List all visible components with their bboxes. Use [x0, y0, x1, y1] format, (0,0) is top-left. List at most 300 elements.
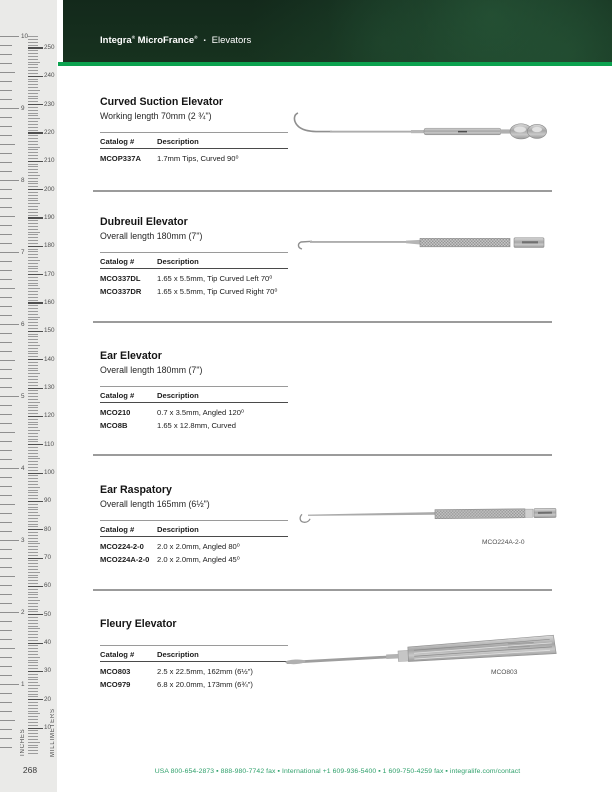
ruler-tick — [28, 470, 38, 471]
ruler-tick — [28, 583, 38, 584]
section-divider — [93, 454, 552, 456]
ruler-tick — [28, 580, 38, 581]
page-number: 268 — [22, 765, 38, 775]
ruler-tick — [28, 56, 38, 57]
separator-bullet-icon: ▪ — [203, 37, 206, 44]
ruler-tick — [0, 666, 12, 667]
catalog-number: MCOP337A — [100, 153, 141, 163]
ruler-tick — [28, 736, 38, 737]
ruler-tick — [0, 459, 12, 460]
table-row — [100, 269, 288, 283]
item-description: 6.8 x 20.0mm, 173mm (6¾") — [157, 680, 253, 689]
ruler-tick — [28, 328, 38, 329]
ruler-tick — [28, 481, 38, 482]
ruler-tick — [28, 617, 38, 618]
ruler-tick — [28, 274, 43, 275]
ruler-tick — [28, 152, 38, 153]
ruler-tick — [28, 447, 38, 448]
ruler-label: 9 — [21, 104, 25, 112]
ruler-tick — [28, 285, 38, 286]
ruler-label: 1 — [21, 680, 25, 688]
catalog-table — [100, 132, 288, 163]
item-description: 1.7mm Tips, Curved 90⁰ — [157, 153, 239, 163]
table-row — [100, 403, 288, 417]
table-row — [100, 537, 288, 551]
ruler-label: 3 — [21, 536, 25, 544]
ruler-tick — [28, 705, 38, 706]
ruler-tick — [28, 115, 38, 116]
section-fleury-elevator — [100, 618, 310, 689]
ruler-tick — [28, 101, 38, 102]
ruler-tick — [28, 725, 38, 726]
catalog-number: MCO337DL — [100, 273, 141, 283]
ruler-tick — [28, 314, 38, 315]
ruler-tick — [28, 237, 38, 238]
figure-caption: MCO224A-2-0 — [482, 539, 525, 546]
ruler-tick — [28, 87, 38, 88]
ruler-tick — [28, 294, 38, 295]
ruler-tick — [28, 297, 38, 298]
ruler-tick — [28, 402, 40, 403]
ruler-tick — [28, 249, 38, 250]
ruler-tick — [0, 162, 12, 163]
ruler-tick — [28, 407, 38, 408]
ruler-tick — [28, 456, 38, 457]
ruler-tick — [28, 342, 38, 343]
col-catalog: Catalog # — [100, 390, 135, 400]
ruler-tick — [28, 47, 43, 48]
ruler-tick — [28, 226, 38, 227]
ruler-tick — [28, 603, 38, 604]
ruler-tick — [0, 720, 15, 721]
section-title: Dubreuil Elevator — [100, 216, 188, 228]
ruler-tick — [0, 306, 12, 307]
ruler-tick — [28, 305, 38, 306]
ruler-tick — [28, 577, 38, 578]
ruler-tick — [28, 155, 38, 156]
ruler-tick — [28, 229, 38, 230]
registered-mark: ® — [194, 35, 198, 40]
figure-caption: MCO803 — [491, 669, 518, 676]
ruler-tick — [28, 685, 40, 686]
ruler-tick — [28, 118, 40, 119]
ruler-tick — [28, 181, 38, 182]
ruler-tick — [0, 90, 12, 91]
ruler-tick — [28, 232, 40, 233]
ruler-label: 120 — [44, 412, 55, 420]
ruler-tick — [0, 378, 12, 379]
ruler-tick — [0, 549, 12, 550]
ruler-tick — [28, 212, 38, 213]
catalog-table — [100, 520, 288, 564]
ruler-tick — [28, 90, 40, 91]
ruler-tick — [28, 390, 38, 391]
ruler-tick — [28, 376, 38, 377]
ruler-tick — [0, 360, 15, 361]
section-title: Ear Raspatory — [100, 484, 172, 496]
ruler-tick — [28, 260, 40, 261]
ruler-tick — [28, 433, 38, 434]
ruler-tick — [28, 336, 38, 337]
section-subtitle: Overall length 180mm (7") — [100, 231, 203, 241]
ruler-tick — [0, 504, 15, 505]
ruler-label: 40 — [44, 639, 52, 647]
ruler-label: 130 — [44, 384, 55, 391]
ruler-tick — [28, 558, 43, 559]
ruler-tick — [28, 53, 38, 54]
ruler-tick — [28, 589, 38, 590]
ruler-tick — [28, 526, 38, 527]
ruler-tick — [28, 81, 38, 82]
ruler-label: 10 — [21, 32, 29, 40]
ruler-tick — [0, 414, 12, 415]
ruler-tick — [28, 436, 38, 437]
ruler-tick — [28, 427, 38, 428]
ruler-tick — [28, 393, 38, 394]
ruler-tick — [0, 198, 12, 199]
ruler-tick — [28, 662, 38, 663]
ruler-tick — [28, 339, 38, 340]
ruler-tick — [0, 495, 12, 496]
section-subtitle: Overall length 180mm (7") — [100, 365, 203, 375]
ruler-tick — [28, 515, 40, 516]
table-header-row — [100, 645, 288, 662]
ruler-tick — [28, 654, 38, 655]
ruler-tick — [28, 124, 38, 125]
ruler-tick — [28, 524, 38, 525]
section-divider — [93, 589, 552, 591]
brand-microfrance: MicroFrance — [137, 35, 195, 46]
table-header-row — [100, 520, 288, 537]
ruler-label: 10 — [44, 724, 52, 732]
ruler-tick — [28, 385, 38, 386]
ruler-tick — [28, 331, 43, 332]
item-description: 1.65 x 5.5mm, Tip Curved Right 70⁰ — [157, 287, 278, 296]
ruler-tick — [28, 711, 38, 712]
ruler-tick — [28, 430, 40, 431]
ruler-tick — [0, 567, 12, 568]
ruler-tick — [28, 464, 38, 465]
ruler-tick — [28, 368, 38, 369]
ruler-tick — [28, 334, 38, 335]
ruler-tick — [0, 270, 12, 271]
item-description: 2.0 x 2.0mm, Angled 45⁰ — [157, 555, 240, 564]
ruler-tick — [28, 198, 38, 199]
ruler-tick — [0, 351, 12, 352]
ruler-tick — [28, 747, 38, 748]
ruler-tick — [28, 362, 38, 363]
item-description: 0.7 x 3.5mm, Angled 120⁰ — [157, 407, 245, 417]
ruler-tick — [28, 359, 43, 360]
ruler-tick — [0, 711, 12, 712]
ruler-tick — [28, 688, 38, 689]
ruler-tick — [28, 110, 38, 111]
ruler-inches-label: INCHES — [20, 728, 26, 756]
ruler-tick — [28, 246, 43, 247]
ruler-tick — [28, 606, 38, 607]
ruler-tick — [28, 351, 38, 352]
ruler-tick — [28, 713, 40, 714]
ruler-tick — [28, 413, 38, 414]
catalog-number: MCO8B — [100, 421, 128, 430]
ruler-tick — [28, 467, 38, 468]
ruler-tick — [28, 592, 38, 593]
ruler-tick — [28, 643, 43, 644]
ruler-tick — [0, 477, 12, 478]
ruler-tick — [28, 141, 38, 142]
ruler-label: 180 — [44, 242, 55, 250]
ruler-label: 20 — [44, 695, 52, 703]
ruler-label: 50 — [44, 610, 52, 618]
catalog-number: MCO803 — [100, 666, 131, 676]
ruler-tick — [28, 50, 38, 51]
ruler-tick — [28, 243, 38, 244]
ruler-tick — [28, 501, 43, 502]
header-category: Elevators — [211, 35, 252, 46]
ruler-tick — [28, 266, 38, 267]
ruler-tick — [0, 108, 19, 109]
ruler-tick — [28, 178, 38, 179]
ruler-tick — [28, 149, 38, 150]
ruler-tick — [28, 93, 38, 94]
ruler-tick — [0, 423, 12, 424]
ruler-tick — [28, 450, 38, 451]
ruler-tick — [28, 268, 38, 269]
ruler-tick — [28, 280, 38, 281]
ruler-tick — [0, 63, 12, 64]
ruler-tick — [28, 682, 38, 683]
ruler-tick — [28, 555, 38, 556]
table-row — [100, 676, 288, 690]
ruler-tick — [0, 603, 12, 604]
ruler-tick — [28, 634, 38, 635]
catalog-number: MCO337DR — [100, 287, 142, 296]
ruler-tick — [0, 396, 19, 397]
ruler-tick — [28, 132, 43, 133]
ruler-tick — [28, 657, 40, 658]
section-dubreuil-elevator — [100, 216, 310, 296]
ruler-tick — [28, 419, 38, 420]
catalog-table — [100, 645, 288, 689]
col-catalog: Catalog # — [100, 524, 135, 534]
table-row — [100, 149, 288, 163]
ruler-tick — [28, 107, 38, 108]
ruler-tick — [28, 325, 38, 326]
ruler-label: 7 — [21, 248, 25, 256]
ruler-tick — [28, 671, 43, 672]
ruler-millimeters-label: MILLIMETERS — [50, 708, 56, 757]
ruler-label: 210 — [44, 157, 55, 165]
catalog-table — [100, 386, 288, 430]
ruler-label: 6 — [21, 320, 25, 328]
ruler-tick — [0, 171, 12, 172]
ruler-tick — [28, 121, 38, 122]
ruler-tick — [28, 200, 38, 201]
ruler-tick — [28, 677, 38, 678]
ruler-tick — [0, 45, 12, 46]
ruler-tick — [28, 750, 38, 751]
ruler-tick — [0, 54, 12, 55]
ruler-tick — [28, 614, 43, 615]
ruler-tick — [0, 279, 12, 280]
ruler-tick — [28, 62, 40, 63]
ruler-tick — [28, 541, 38, 542]
ruler-tick — [28, 96, 38, 97]
fleury-elevator-photo — [280, 630, 562, 672]
ruler-tick — [28, 189, 43, 190]
ruler-tick — [28, 164, 38, 165]
ruler-tick — [28, 234, 38, 235]
ruler-tick — [28, 694, 38, 695]
ruler-tick — [28, 702, 38, 703]
ruler-tick — [0, 675, 12, 676]
ruler-tick — [28, 560, 38, 561]
ruler-label: 150 — [44, 327, 55, 335]
ruler-tick — [28, 631, 38, 632]
ruler-label: 230 — [44, 100, 55, 108]
col-catalog: Catalog # — [100, 136, 135, 146]
ruler-tick — [28, 365, 38, 366]
ruler-tick — [0, 513, 12, 514]
ruler-label: 190 — [44, 213, 55, 221]
ruler-tick — [28, 220, 38, 221]
ruler-tick — [28, 487, 40, 488]
ruler-tick — [28, 283, 38, 284]
ruler-tick — [28, 640, 38, 641]
ruler-tick — [28, 594, 38, 595]
col-description: Description — [157, 390, 199, 400]
ruler-tick — [28, 166, 38, 167]
ruler-tick — [28, 192, 38, 193]
ruler-tick — [28, 373, 40, 374]
ruler-tick — [0, 468, 19, 469]
section-title: Curved Suction Elevator — [100, 96, 224, 108]
ruler-tick — [28, 73, 38, 74]
ruler-tick — [28, 742, 40, 743]
ruler-tick — [28, 458, 40, 459]
ruler-tick — [0, 441, 12, 442]
ruler-tick — [28, 271, 38, 272]
ruler-tick — [28, 611, 38, 612]
ruler-tick — [28, 76, 43, 77]
ruler-tick — [28, 356, 38, 357]
catalog-number: MCO210 — [100, 407, 131, 417]
ruler-tick — [28, 288, 40, 289]
ruler-tick — [28, 475, 38, 476]
ruler-tick — [0, 252, 19, 253]
ruler-label: 30 — [44, 667, 52, 675]
ruler-label: 140 — [44, 355, 55, 363]
ruler-tick — [28, 203, 40, 204]
ruler-label: 90 — [44, 497, 52, 505]
ruler-tick — [28, 416, 43, 417]
ruler-tick — [0, 180, 19, 181]
ruler-tick — [28, 388, 43, 389]
ruler-tick — [0, 369, 12, 370]
ruler-tick — [28, 161, 43, 162]
ruler-tick — [0, 621, 12, 622]
ruler-tick — [0, 288, 15, 289]
ruler-tick — [0, 540, 19, 541]
ruler-tick — [28, 370, 38, 371]
ruler-tick — [28, 521, 38, 522]
ruler-tick — [28, 444, 43, 445]
ruler-tick — [28, 158, 38, 159]
section-divider — [93, 321, 552, 323]
ruler-tick — [28, 722, 38, 723]
ruler-tick — [28, 679, 38, 680]
section-ear-raspatory — [100, 484, 310, 564]
ruler-tick — [28, 70, 38, 71]
ruler-tick — [28, 39, 38, 40]
ruler-tick — [28, 195, 38, 196]
page-header-banner — [63, 0, 612, 62]
ear-raspatory-photo — [296, 500, 558, 532]
ruler-tick — [28, 518, 38, 519]
ruler-tick — [28, 169, 38, 170]
section-ear-elevator — [100, 350, 310, 430]
footer-contact-line: USA 800-654-2873 ▪ 888-980-7742 fax ▪ International +1 609-936-5400 ▪ 1 609-750-4259 fax ▪ integralife.com/contact — [154, 768, 521, 775]
ruler-tick — [0, 558, 12, 559]
col-description: Description — [157, 524, 199, 534]
ruler-tick — [0, 747, 12, 748]
ruler-tick — [0, 225, 12, 226]
ruler-tick — [28, 473, 43, 474]
ruler-tick — [28, 495, 38, 496]
table-header-row — [100, 132, 288, 149]
ruler-tick — [28, 263, 38, 264]
ruler-tick — [28, 739, 38, 740]
ruler-tick — [0, 117, 12, 118]
ruler-tick — [28, 127, 38, 128]
ruler-tick — [0, 153, 12, 154]
ruler-tick — [28, 609, 38, 610]
ruler-tick — [28, 543, 40, 544]
ruler-tick — [28, 322, 38, 323]
ruler-tick — [28, 745, 38, 746]
ruler-tick — [0, 432, 15, 433]
ruler-tick — [28, 529, 43, 530]
ruler-label: 80 — [44, 525, 52, 533]
ruler-tick — [28, 668, 38, 669]
ruler-tick — [28, 504, 38, 505]
header-accent-line — [58, 62, 612, 66]
ruler-tick — [28, 308, 38, 309]
ruler-tick — [28, 254, 38, 255]
ruler-tick — [28, 691, 38, 692]
ruler-tick — [28, 300, 38, 301]
ruler-tick — [0, 207, 12, 208]
ruler-tick — [28, 563, 38, 564]
ruler-tick — [28, 509, 38, 510]
ruler-tick — [28, 600, 40, 601]
ruler-label: 160 — [44, 298, 55, 306]
ruler-tick — [28, 422, 38, 423]
brand-integra: Integra — [100, 35, 132, 46]
ruler-tick — [28, 628, 40, 629]
ruler-tick — [0, 387, 12, 388]
section-title: Ear Elevator — [100, 350, 162, 362]
ruler-tick — [28, 569, 38, 570]
ruler-tick — [28, 144, 38, 145]
ruler-label: 70 — [44, 554, 52, 562]
ruler-tick — [0, 729, 12, 730]
ruler-tick — [28, 183, 38, 184]
ruler-tick — [0, 576, 15, 577]
ruler-tick — [28, 206, 38, 207]
section-subtitle: Working length 70mm (2 ¾") — [100, 111, 212, 121]
section-divider — [93, 190, 552, 192]
